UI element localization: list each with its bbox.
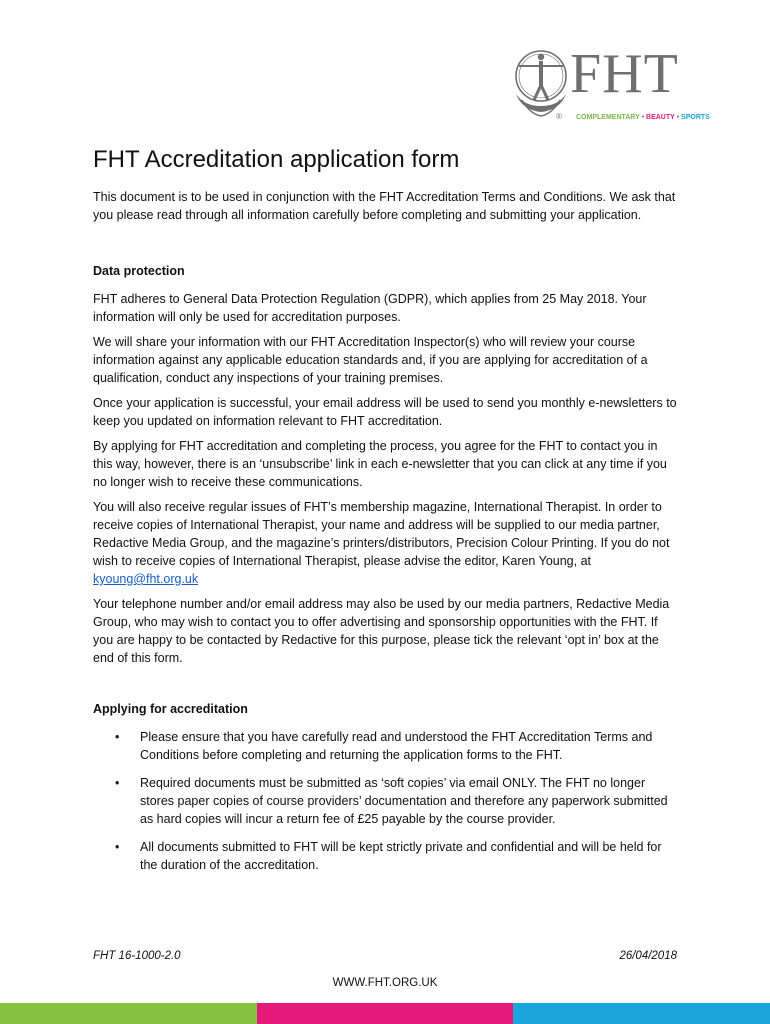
footer-bar-pink (257, 1003, 513, 1024)
applying-bullet-list (93, 728, 677, 874)
editor-email-link[interactable]: kyoung@fht.org.uk (93, 572, 199, 586)
inspector-paragraph: We will share your information with our FHT Accreditation Inspector(s) who will review your course information against any applicable education standards and, if you are applying for accreditation of a qualification, conduct any inspections of your training premises. (93, 335, 648, 385)
tagline-sports: SPORTS (681, 114, 710, 121)
footer-bar-green (0, 1003, 257, 1024)
list-item: • Please ensure that you have carefully read and understood the FHT Accreditation Terms and Conditions before completing and returning the application forms to the FHT. (93, 728, 677, 764)
tagline-beauty: BEAUTY (646, 114, 675, 121)
fht-logo (512, 43, 722, 124)
logo-registered-mark: ® (556, 112, 562, 121)
logo-wordmark: FHT (570, 43, 679, 105)
document-date: 26/04/2018 (619, 950, 677, 962)
gdpr-paragraph: FHT adheres to General Data Protection Regulation (GDPR), which applies from 25 May 2018. Your information will only be used for accreditation purposes. (93, 292, 647, 324)
list-item: • All documents submitted to FHT will be kept strictly private and confidential and will be held for the duration of the accreditation. (93, 838, 677, 874)
telephone-paragraph: Your telephone number and/or email address may also be used by our media partners, Redactive Media Group, who may wish to contact you to offer advertising and sponsorship opportunities with the FHT. If you are happy to be contacted by Redactive for this purpose, please tick the relevant ‘opt in’ box at the end of this form. (93, 597, 670, 665)
data-protection-heading: Data protection (93, 264, 185, 278)
intro-paragraph: This document is to be used in conjunction with the FHT Accreditation Terms and Conditions. We ask that you please read through all information carefully before completing and submitting your application. (93, 190, 676, 222)
magazine-paragraph (93, 498, 677, 588)
tagline-dot: • (676, 114, 680, 121)
page-title: FHT Accreditation application form (93, 146, 460, 173)
tagline-dot: • (641, 114, 645, 121)
footer-bar-blue (513, 1003, 770, 1024)
fht-figure-logo-icon (512, 48, 570, 120)
newsletter-paragraph: Once your application is successful, your email address will be used to send you monthly e-newsletters to keep you updated on information relevant to FHT accreditation. (93, 396, 677, 428)
document-code: FHT 16-1000-2.0 (93, 950, 181, 962)
document-body (93, 188, 677, 884)
footer-website: WWW.FHT.ORG.UK (332, 977, 438, 989)
magazine-text: You will also receive regular issues of FHT’s membership magazine, International Therapist. In order to receive copies of International Therapist, your name and address will be supplied to our media partner, Redactive Media Group, and the magazine’s printers/distributors, Precision Colour Printing. If you do not wish to receive copies of International Therapist, please advise the editor, Karen Young, at (93, 500, 670, 568)
list-item: • Required documents must be submitted as ‘soft copies’ via email ONLY. The FHT no longer stores paper copies of course providers’ documentation and therefore any paperwork submitted as hard copies will incur a return fee of £25 payable by the course provider. (93, 774, 677, 828)
unsubscribe-paragraph: By applying for FHT accreditation and completing the process, you agree for the FHT to contact you in this way, however, there is an ‘unsubscribe’ link in each e-newsletter that you can click at any time if you no longer wish to receive these communications. (93, 439, 667, 489)
logo-tagline (576, 114, 710, 121)
applying-heading: Applying for accreditation (93, 702, 248, 716)
tagline-complementary: COMPLEMENTARY (576, 114, 640, 121)
